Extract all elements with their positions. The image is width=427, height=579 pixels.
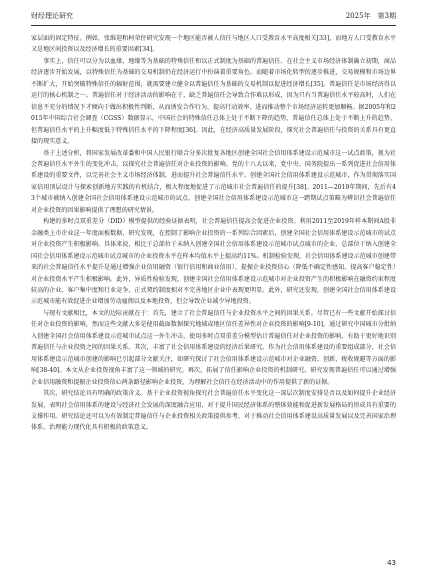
- paragraph-4: 构建的多时点双重差分（DID）模型提供的经验证据表明，社会普遍信任提高会促进企业投资。利用2011至2019年样本期间A股非金融类上市企业这一年度面板数据，研究发现，在控制了影响企业投资的一系列综合因素后，创建全国社会信用体系建设示范城市的试点对企业投资产生积极影响。具体来说，相比于总部位于未纳入创建全国社会信用体系建设示范城市试点城市的企业，总部位于纳入创建全国社会信用体系建设示范城市试点城市的企业投资水平在样本均值水平上提高约11%。机制检验发现，社会信用体系建设示范城市创建带来的社会普遍信任水平提升是通过增强企业信用融资（银行信用和商业信用）、提振企业投资信心（降低不确定性感知、提高客户稳定性）对企业投资水平产生积极影响。此外，异质性检验发现，创建全国社会信用体系建设示范城市对企业投资产生的积极影响在融资约束程度较高的企业、客户集中度和行业竞争、正式契约制度相对不完善地区企业中表现更明显。此外，研究还发现，创建全国社会信用体系建设示范城市能有效促进企业增加劳动雇佣以及本地投资，但会导致企业减少异地投资。: [31, 218, 396, 306]
- paragraph-2: 事实上，信任可以分为以血缘、地缘等为基础的特殊信任和以正式制度为基础的普遍信任。在社会主义市场经济体制确立初期，商品经济逐步开始发展，以特殊信任为基础的交易机制仍在经济运行中扮演着重要角色。而随着市场化转型的逐步推进，交易规模和市场边界不断扩大，开始突破特殊信任的辐射范围，就需要建立健全以普遍信任为基础的交易机制以促进经济增长[35]。普遍信任是市场经济得以运行的核心机制之一。普遍信任对于经济活动的影响在于，缺乏普遍信任会导致合作难以形成，因为只有当普遍信任水平较高时，人们在信息不充分的情况下才倾向于做出积极性判断，从而诱发合作行为、提高行动效率，进而推动整个市场经济运转更加顺畅。据2005年和2015年中国综合社会调查（CGSS）数据显示，中国社会的特殊信任总体上处于不断下降的趋势，普遍信任总体上处于不断上升的趋势，但普遍信任水平的上升幅度低于特殊信任水平的下降程度[36]。因此，在经济高质量发展阶段，探究社会普遍信任与投资的关系具有更直接的现实意义。: [31, 57, 396, 146]
- journal-title: 财经理论研究: [31, 12, 73, 20]
- paragraph-1: 家层面的固定特征。例如，张维迎和柯荣住研究发现一个地区能否被人信任与地区人口受教育水平高度相关[33]，而地方人口受教育水平又是地区间投资以及经济增长的重要因素[34]。: [31, 35, 396, 54]
- paragraph-5: 与现有文献相比，本文的边际贡献在于：首先，建立了社会普遍信任与企业投资水平之间的因果关系。尽管已有一些文献开始探讨信任对企业投资的影响，然而这些文献大多是使用截面数据探究地域或地区信任差异性对企业投资的影响[9-10]，通过研究中国城市分批纳入创建全国社会信用体系建设示范城市试点这一外生冲击，使用多时点双重差分模型估计普遍信任对企业投资的影响，有助于更好地识别普遍信任与企业投资之间的因果关系。其次，丰富了社会信用体系建设的经济后果研究。作为社会信用体系建设的重要组成部分，社会信用体系建设示范城市创建的影响已引起部分文献关注，如研究探讨了社会信用体系建设示范城市对企业融资、创新、税收规避等方面的影响[38-40]。本文从企业投资视角丰富了这一领域的研究。再次，拓展了信任影响企业投资的机制研究。研究发现普遍信任可以通过增强企业信用融资和提振企业投资信心两条路径影响企业投资，为理解社会信任在经济活动中的作用提供了新的证据。: [31, 309, 396, 386]
- body-text: [31, 33, 396, 434]
- paragraph-6: 其次，研究结论具有明确的政策含义。基于企业投资视角探究社会普遍信任水平变化这一深层次制度安排是否以及如何提升企业经济发展，表明社会信用体系的建设与经济社会发展的深度融合应用，对于提升国民经济体系的整体效能和促进新发展格局的形成具有重要的支撑作用。研究结论还可以为有效制定普遍信任与企业投资相关政策提供参考，对于推动社会信用体系建设高质量发展以及完善国家治理体系、治理能力现代化具有积极的政策意义。: [31, 390, 396, 432]
- running-header: [31, 10, 396, 26]
- paragraph-3: 基于上述分析，将国家发展改革委和中国人民银行联合分多次批复各地区创建全国社会信用体系建设示范城市这一试点政策，视为社会普遍信任水平外生的变化冲击，以探究社会普遍信任对企业投资的影响。党的十八大以来，党中央、国务院提出一系列促进社会信用体系建设的重要文件，以完善社会主义市场经济体制，进而提升社会普遍信任水平。创建全国社会信用体系建设示范城市，作为贯彻落实国家信用顶层设计与探索创新地方实践的有机结合，极大程度地促进了示范城市社会普遍信任的提升[38]。2011—2019年期间，先后有43个城市被纳入创建全国社会信用体系建设示范城市的试点。创建全国社会信用体系建设示范城市这一跨期试点策略为辨识社会普遍信任对企业投资的因果影响提供了理想的研究情景。: [31, 149, 396, 214]
- page-number: 43: [387, 559, 396, 567]
- issue-label: 2025年 第3期: [345, 12, 396, 20]
